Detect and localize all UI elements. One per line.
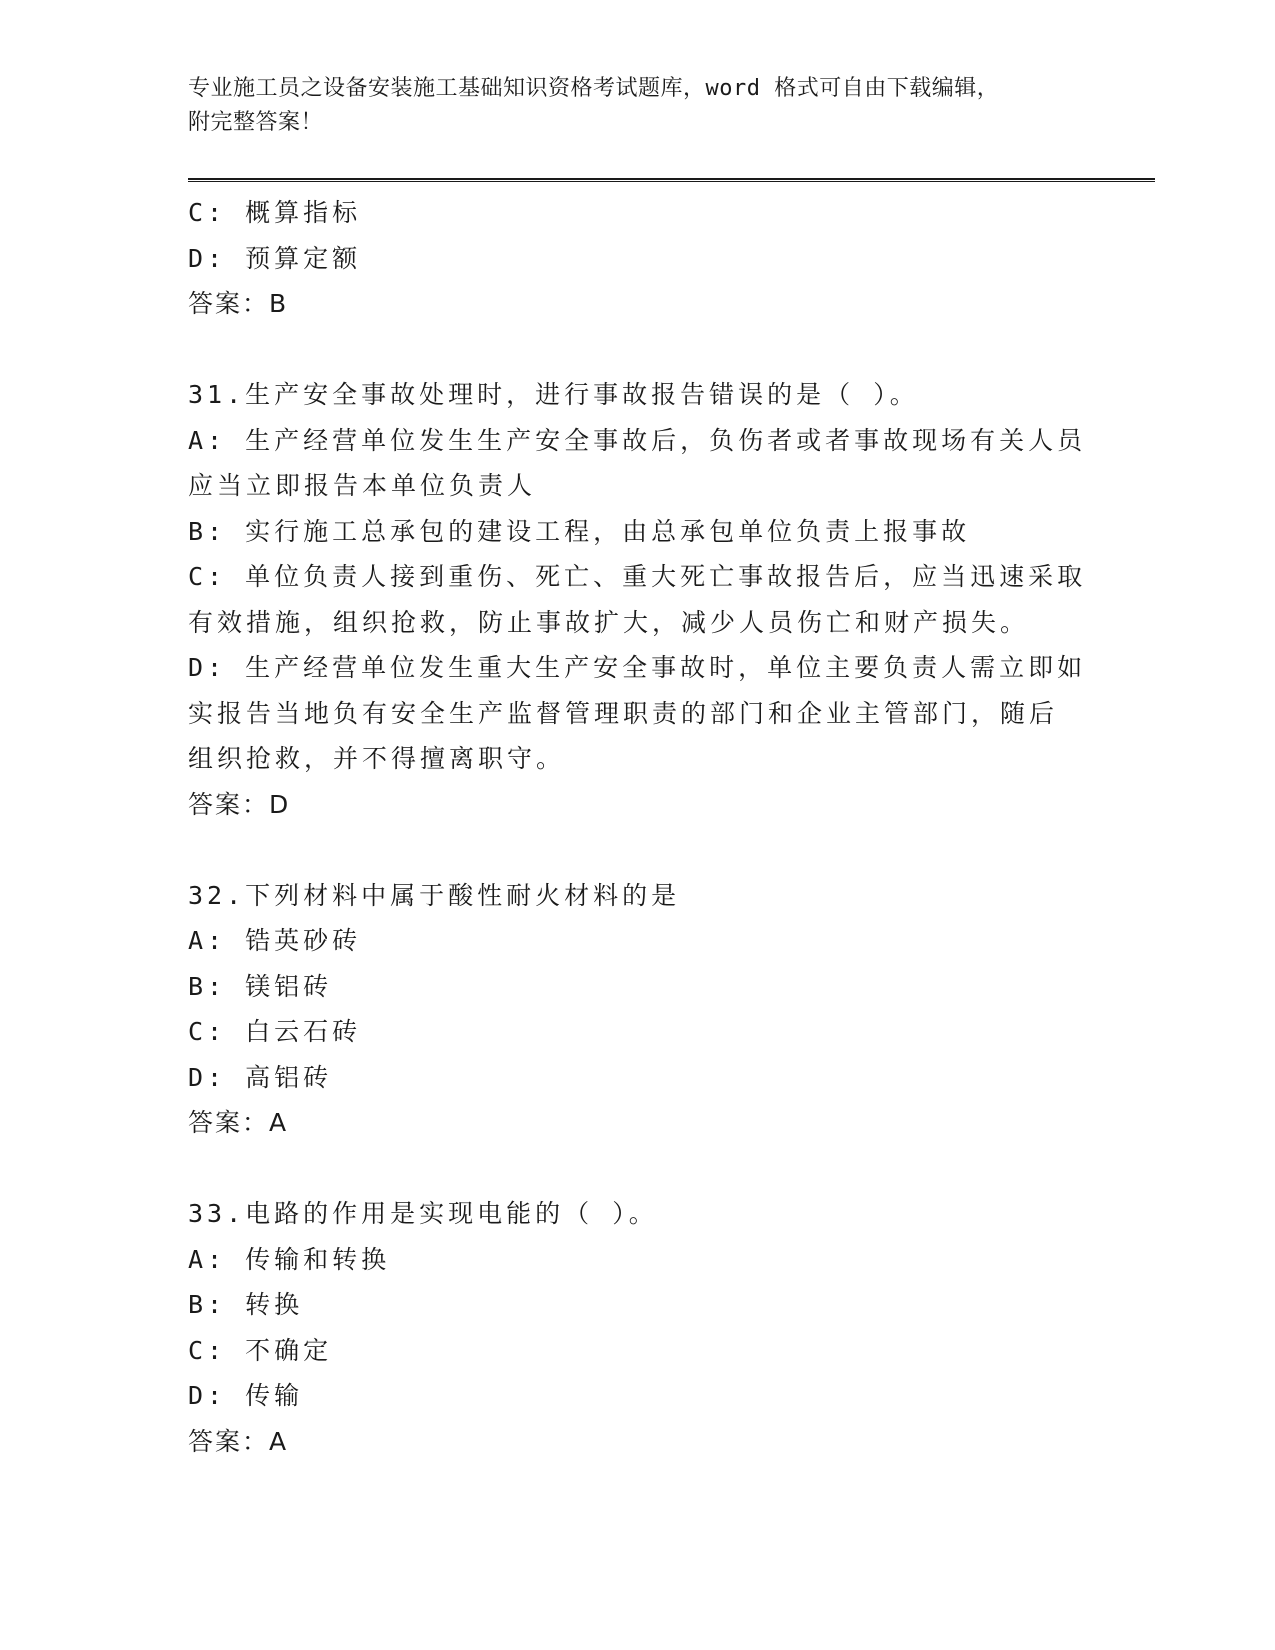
option-a-line-2: 应当立即报告本单位负责人 [188,471,537,500]
question-stem: 32.下列材料中属于酸性耐火材料的是 [188,880,681,910]
answer-line: 答案：D [188,789,291,819]
question-stem: 33.电路的作用是实现电能的（ ）。 [188,1199,658,1228]
spacer [188,827,1088,873]
answer-line: 答案：A [188,1426,289,1456]
option-a-line-1: A: 生产经营单位发生生产安全事故后，负伤者或者事故现场有关人员 [188,425,1087,455]
question-31 [188,372,1088,827]
header-line-1: 专业施工员之设备安装施工基础知识资格考试题库，word 格式可自由下载编辑， [188,76,1000,101]
question-32 [188,873,1088,1146]
answer-line: 答案：A [188,1108,289,1137]
option-a: A: 传输和转换 [188,1244,391,1274]
option-d-line-2: 实报告当地负有安全生产监督管理职责的部门和企业主管部门，随后 [188,698,1059,728]
option-d: D: 高铝砖 [188,1062,333,1092]
document-header [188,72,1068,140]
answer-line: 答案：B [188,289,289,318]
header-line-2: 附完整答案！ [188,110,324,135]
option-d-line-1: D: 生产经营单位发生重大生产安全事故时，单位主要负责人需立即如 [188,653,1087,682]
header-divider [188,178,1155,182]
option-b-line-1: B: 实行施工总承包的建设工程，由总承包单位负责上报事故 [188,516,971,546]
option-c-line-1: C: 单位负责人接到重伤、死亡、重大死亡事故报告后，应当迅速采取 [188,562,1087,591]
option-c: C: 不确定 [188,1335,333,1365]
option-d: D: 传输 [188,1381,304,1410]
option-a: A: 锆英砂砖 [188,926,362,955]
option-c-line-2: 有效措施，组织抢救，防止事故扩大，减少人员伤亡和财产损失。 [188,607,1030,637]
question-stem: 31.生产安全事故处理时，进行事故报告错误的是（ ）。 [188,380,919,409]
prev-question [188,190,1088,327]
question-list [188,190,1088,1464]
option-c: C: 白云石砖 [188,1017,362,1046]
option-d-line-3: 组织抢救，并不得擅离职守。 [188,744,566,773]
option-d: D: 预算定额 [188,243,362,273]
question-33 [188,1191,1088,1464]
spacer [188,1146,1088,1192]
option-b: B: 转换 [188,1290,304,1319]
option-c: C: 概算指标 [188,198,362,227]
option-b: B: 镁铝砖 [188,971,333,1001]
spacer [188,327,1088,373]
